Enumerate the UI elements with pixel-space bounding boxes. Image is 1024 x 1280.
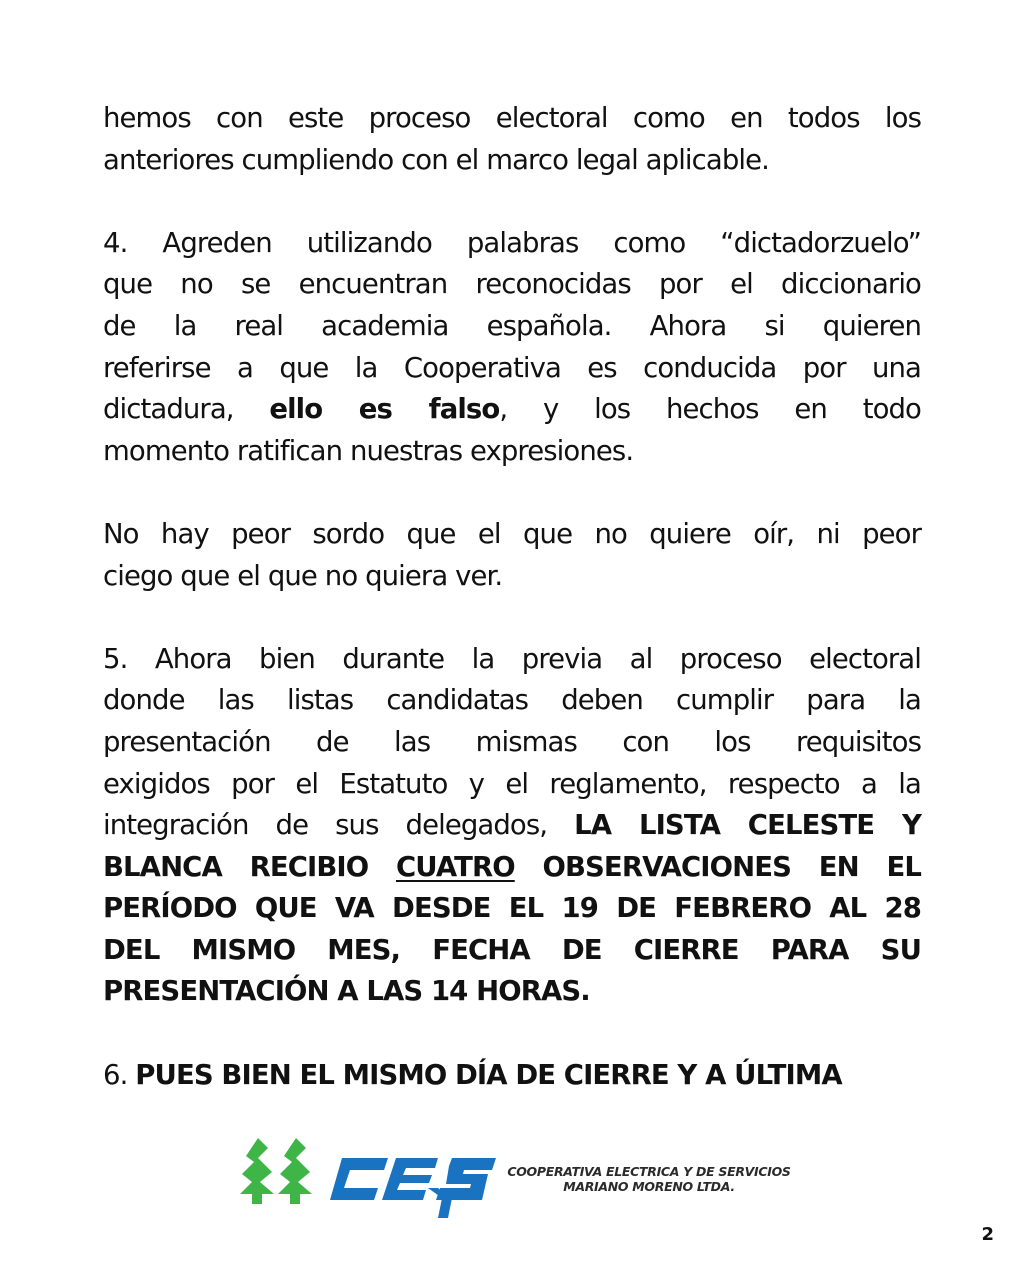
- text-line: [103, 389, 921, 431]
- wordmark-letter-c: [330, 1158, 388, 1200]
- text-line: anteriores cumpliendo con el marco legal aplicable.: [103, 143, 769, 176]
- text-line: 5. Ahora bien durante la previa al proceso electoral: [103, 642, 921, 675]
- ceys-logo: [238, 1136, 798, 1222]
- document-body: [103, 98, 921, 1096]
- text-line: momento ratifican nuestras expresiones.: [103, 434, 634, 467]
- text-line: ciego que el que no quiera ver.: [103, 559, 503, 592]
- ceys-logo-mark: [238, 1136, 498, 1222]
- text-line: [103, 805, 921, 847]
- bold-emphasis: PERÍODO QUE VA DESDE EL 19 DE FEBRERO AL 28: [103, 892, 921, 925]
- text-run: integración de sus delegados,: [103, 809, 575, 842]
- text-line: [103, 847, 921, 889]
- text-run: 6.: [103, 1058, 136, 1091]
- text-line: que no se encuentran reconocidas por el diccionario: [103, 268, 921, 301]
- bold-emphasis: [103, 851, 921, 883]
- text-line: 4. Agreden utilizando palabras como “dictadorzuelo”: [103, 226, 921, 259]
- text-line: [103, 971, 921, 1013]
- paragraph-proverb: [103, 514, 921, 597]
- paragraph-point-6: [103, 1055, 921, 1097]
- text-line: hemos con este proceso electoral como en todos los: [103, 102, 921, 134]
- text-line: donde las listas candidatas deben cumplir para la: [103, 684, 921, 717]
- text-run: OBSERVACIONES EN EL: [514, 850, 921, 883]
- text-run: BLANCA RECIBIO: [103, 850, 396, 883]
- tree-icon: [240, 1138, 274, 1204]
- paragraph-continuation: [103, 98, 921, 181]
- wordmark-letter-e: [382, 1158, 438, 1200]
- text-line: de la real academia española. Ahora si quieren: [103, 309, 921, 342]
- text-run: dictadura,: [103, 393, 270, 426]
- text-line: referirse a que la Cooperativa es conducida por una: [103, 351, 921, 384]
- underlined-emphasis: CUATRO: [396, 850, 515, 883]
- bold-emphasis: PUES BIEN EL MISMO DÍA DE CIERRE Y A ÚLTIMA: [135, 1058, 842, 1091]
- cooperative-name-line1: COOPERATIVA ELECTRICA Y DE SERVICIOS: [507, 1164, 791, 1179]
- bold-emphasis: ello es falso: [269, 393, 500, 426]
- bold-emphasis: LA LISTA CELESTE Y: [574, 809, 921, 842]
- text-line: No hay peor sordo que el que no quiere oír, ni peor: [103, 517, 921, 550]
- text-line: exigidos por el Estatuto y el reglamento, respecto a la: [103, 767, 921, 800]
- bold-emphasis: DEL MISMO MES, FECHA DE CIERRE PARA SU: [103, 933, 921, 966]
- bold-emphasis: PRESENTACIÓN A LAS 14 HORAS.: [103, 975, 590, 1008]
- paragraph-point-4: [103, 223, 921, 473]
- tree-icon: [278, 1138, 312, 1204]
- page-number: 2: [981, 1224, 994, 1245]
- text-run: , y los hechos en todo: [499, 393, 921, 426]
- wordmark-letter-s: [436, 1158, 496, 1200]
- text-line: presentación de las mismas con los requisitos: [103, 725, 921, 758]
- cooperative-name: [504, 1164, 794, 1194]
- cooperative-name-line2: MARIANO MORENO LTDA.: [563, 1179, 735, 1194]
- text-line: [103, 1055, 921, 1097]
- text-line: [103, 888, 921, 930]
- text-line: [103, 930, 921, 972]
- paragraph-point-5: [103, 639, 921, 1013]
